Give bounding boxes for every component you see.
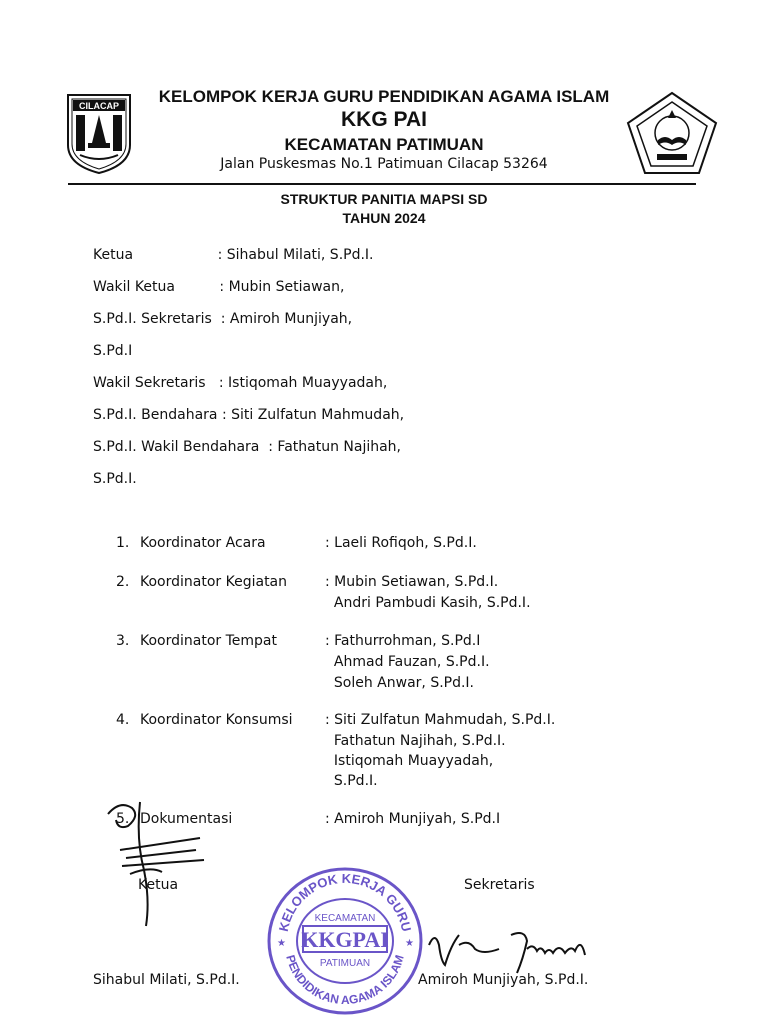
sekretaris-signature-icon <box>425 925 595 980</box>
coordinator-name: Fathatun Najihah, S.Pd.I. <box>325 733 506 749</box>
coordinator-name: S.Pd.I. <box>325 773 378 789</box>
org-abbreviation: KKG PAI <box>341 108 427 131</box>
officer-line: S.Pd.I. <box>93 471 137 487</box>
officer-line: S.Pd.I. Wakil Bendahara : Fathatun Najihah, <box>93 439 401 455</box>
officer-line: S.Pd.I. Bendahara : Siti Zulfatun Mahmudah, <box>93 407 405 423</box>
coordinator-name: Andri Pambudi Kasih, S.Pd.I. <box>325 595 531 611</box>
emblem-label: CILACAP <box>79 101 119 111</box>
right-signatory-role: Sekretaris <box>464 877 535 893</box>
stamp-district-label: KECAMATAN <box>314 913 376 924</box>
org-name: KELOMPOK KERJA GURU PENDIDIKAN AGAMA ISLAM <box>158 87 610 106</box>
ketua-signature-icon <box>100 800 210 930</box>
coordinator-name: : Fathurrohman, S.Pd.I <box>325 633 481 649</box>
coordinator-number: 4. <box>116 712 130 728</box>
officer-line: Wakil Ketua : Mubin Setiawan, <box>93 279 345 295</box>
officer-line: S.Pd.I. Sekretaris : Amiroh Munjiyah, <box>93 311 353 327</box>
coordinator-role: Dokumentasi <box>140 811 233 827</box>
left-signatory-role: Ketua <box>138 877 179 893</box>
coordinator-name: Istiqomah Muayyadah, <box>325 753 494 769</box>
stamp-location-label: PATIMUAN <box>319 958 371 969</box>
district-name: KECAMATAN PATIMUAN <box>284 135 484 154</box>
right-signatory-name: Amiroh Munjiyah, S.Pd.I. <box>418 972 589 988</box>
address: Jalan Puskesmas No.1 Patimuan Cilacap 53264 <box>220 156 548 172</box>
officer-line: S.Pd.I <box>93 343 133 359</box>
coordinator-role: Koordinator Tempat <box>140 633 277 649</box>
coordinator-name: Ahmad Fauzan, S.Pd.I. <box>325 654 490 670</box>
officer-line: Ketua : Sihabul Milati, S.Pd.I. <box>93 247 374 263</box>
svg-text:★: ★ <box>405 938 414 949</box>
left-signatory-name: Sihabul Milati, S.Pd.I. <box>93 972 240 988</box>
coordinator-number: 3. <box>116 633 130 649</box>
coordinator-name: : Siti Zulfatun Mahmudah, S.Pd.I. <box>325 712 556 728</box>
coordinator-name: Soleh Anwar, S.Pd.I. <box>325 675 475 691</box>
kkgpai-official-stamp <box>265 866 425 1016</box>
stamp-bottom-text: PENDIDIKAN AGAMA ISLAM <box>283 953 407 1008</box>
svg-text:★: ★ <box>277 938 286 949</box>
coordinator-number: 2. <box>116 574 130 590</box>
stamp-main-text: KKGPAI <box>301 927 389 952</box>
officer-line: Wakil Sekretaris : Istiqomah Muayyadah, <box>93 375 388 391</box>
coordinator-role: Koordinator Kegiatan <box>140 574 288 590</box>
coordinator-name: : Amiroh Munjiyah, S.Pd.I <box>325 811 501 827</box>
document-title: STRUKTUR PANITIA MAPSI SD <box>280 191 488 207</box>
coordinator-role: Koordinator Acara <box>140 535 266 551</box>
stamp-top-text: KELOMPOK KERJA GURU <box>275 870 415 933</box>
coordinator-name: : Laeli Rofiqoh, S.Pd.I. <box>325 535 477 551</box>
coordinator-name: : Mubin Setiawan, S.Pd.I. <box>325 574 499 590</box>
coordinator-role: Koordinator Konsumsi <box>140 712 293 728</box>
coordinator-number: 5. <box>116 811 130 827</box>
coordinator-number: 1. <box>116 535 130 551</box>
document-year: TAHUN 2024 <box>342 210 426 226</box>
header-divider <box>68 183 696 185</box>
